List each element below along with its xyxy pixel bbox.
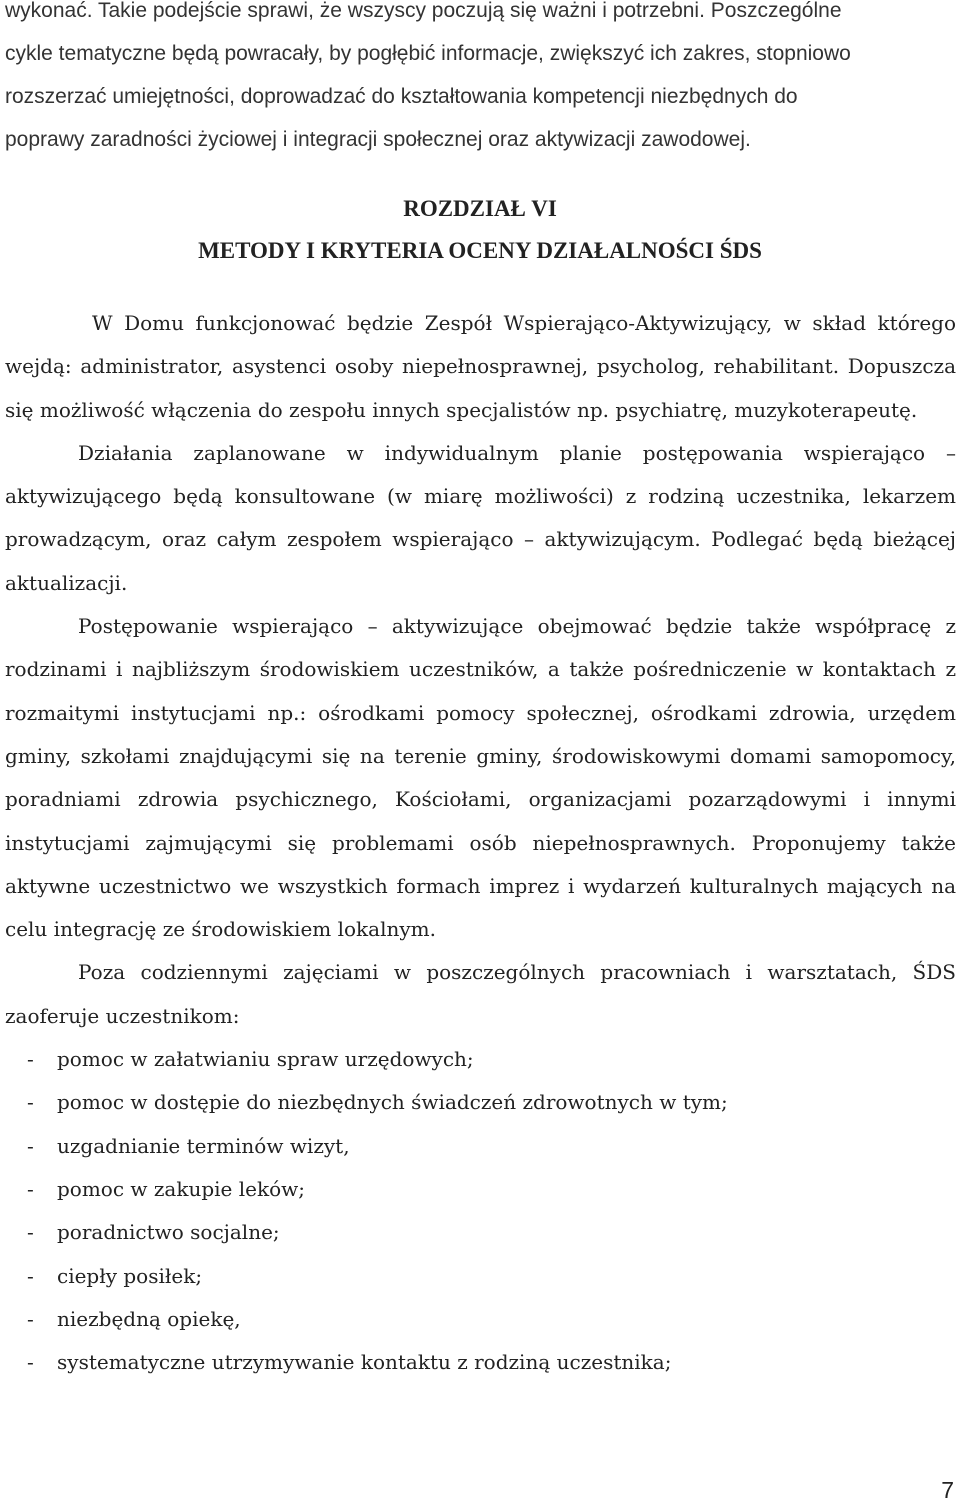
list-item-text: poradnictwo socjalne; <box>57 1220 280 1245</box>
list-dash: - <box>27 1047 34 1072</box>
list-item-text: pomoc w załatwianiu spraw urzędowych; <box>57 1047 474 1072</box>
list-item-text: pomoc w zakupie leków; <box>57 1176 305 1201</box>
paragraph-actions: Działania zaplanowane w indywidualnym planie postępowania wspierająco – aktywizującego będą konsultowane (w miarę możliwości) z rodziną uczestnika, lekarzem prowadzącym, oraz całym zespołem wspierająco – aktywizującym. Podlegać będą bieżącej aktualizacji. <box>5 440 956 595</box>
list-item-text: uzgadnianie terminów wizyt, <box>57 1133 350 1158</box>
list-dash: - <box>27 1090 34 1115</box>
list-item-text: systematyczne utrzymywanie kontaktu z rodziną uczestnika; <box>57 1350 672 1375</box>
intro-line: rozszerzać umiejętności, doprowadzać do kształtowania kompetencji niezbędnych do <box>5 85 798 108</box>
list-dash: - <box>27 1133 34 1158</box>
list-item <box>5 1125 956 1168</box>
services-list <box>5 1038 956 1384</box>
intro-paragraph <box>5 0 956 161</box>
chapter-title: METODY I KRYTERIA OCENY DZIAŁALNOŚCI ŚDS <box>198 238 762 263</box>
intro-line: poprawy zaradności życiowej i integracji społecznej oraz aktywizacji zawodowej. <box>5 128 751 151</box>
list-item <box>5 1341 956 1384</box>
list-item <box>5 1168 956 1211</box>
list-dash: - <box>27 1263 34 1288</box>
page-number: 7 <box>941 1477 954 1503</box>
document-body <box>5 302 956 1384</box>
list-dash: - <box>27 1306 34 1331</box>
paragraph-offer: Poza codziennymi zajęciami w poszczególnych pracowniach i warsztatach, ŚDS zaoferuje uczestnikom: <box>5 960 956 1028</box>
list-item-text: pomoc w dostępie do niezbędnych świadczeń zdrowotnych w tym; <box>57 1090 728 1115</box>
list-item <box>5 1081 956 1124</box>
list-item-text: ciepły posiłek; <box>57 1263 203 1288</box>
paragraph-cooperation: Postępowanie wspierająco – aktywizujące obejmować będzie także współpracę z rodzinami i najbliższym środowiskiem uczestników, a także pośredniczenie w kontaktach z rozmaitymi instytucjami np.: ośrodkami pomocy społecznej, ośrodkami zdrowia, urzędem gminy, szkołami znajdującymi się na terenie gminy, środowiskowymi domami samopomocy, poradniami zdrowia psychicznego, Kościołami, organizacjami pozarządowymi i innymi instytucjami zajmującymi się problemami osób niepełnosprawnych. Proponujemy także aktywne uczestnictwo we wszystkich formach imprez i wydarzeń kulturalnych mających na celu integrację ze środowiskiem lokalnym. <box>5 614 956 942</box>
list-item <box>5 1211 956 1254</box>
list-dash: - <box>27 1350 34 1375</box>
list-dash: - <box>27 1176 34 1201</box>
intro-line: wykonać. Takie podejście sprawi, że wszyscy poczują się ważni i potrzebni. Poszczególne <box>5 0 842 22</box>
chapter-number: ROZDZIAŁ VI <box>403 196 557 221</box>
list-item <box>5 1255 956 1298</box>
list-item-text: niezbędną opiekę, <box>57 1306 241 1331</box>
list-dash: - <box>27 1220 34 1245</box>
intro-line: cykle tematyczne będą powracały, by pogłębić informacje, zwiększyć ich zakres, stopniowo <box>5 42 851 65</box>
list-item <box>5 1038 956 1081</box>
paragraph-team: W Domu funkcjonować będzie Zespół Wspierająco-Aktywizujący, w skład którego wejdą: administrator, asystenci osoby niepełnosprawnej, psycholog, rehabilitant. Dopuszcza się możliwość włączenia do zespołu innych specjalistów np. psychiatrę, muzykoterapeutę. <box>5 311 956 422</box>
list-item <box>5 1298 956 1341</box>
